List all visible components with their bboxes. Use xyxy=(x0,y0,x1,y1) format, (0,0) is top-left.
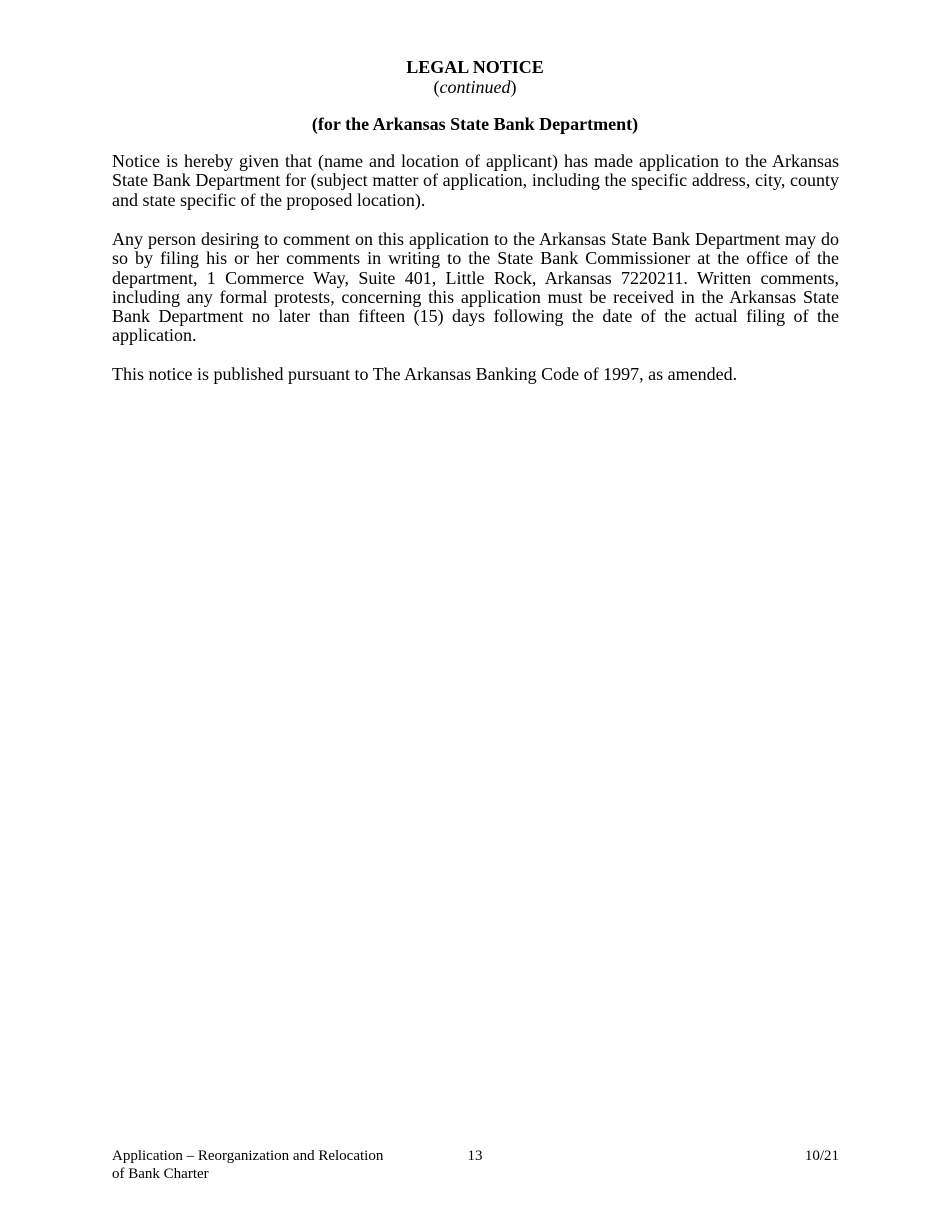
subtitle-paren-open: ( xyxy=(433,77,440,97)
notice-paragraph-authority: This notice is published pursuant to The Arkansas Banking Code of 1997, as amended. xyxy=(112,364,738,384)
footer-title-line-2: of Bank Charter xyxy=(112,1166,209,1182)
subtitle-paren-close: ) xyxy=(510,77,517,97)
notice-paragraph-application: Notice is hereby given that (name and location of applicant) has made application to the Arkansas State Bank Department for (subject matter of application, including the specific address, city, county and state specific of the proposed location). xyxy=(112,151,839,210)
continued-subtitle xyxy=(0,77,950,97)
page-title: LEGAL NOTICE xyxy=(406,57,544,77)
subtitle-continued-text: continued xyxy=(439,77,511,97)
footer-document-title xyxy=(112,1147,432,1183)
footer-page-number: 13 xyxy=(467,1148,483,1164)
notice-paragraph-comments: Any person desiring to comment on this application to the Arkansas State Bank Department may do so by filing his or her comments in writing to the State Bank Commissioner at the office of the department, 1 Commerce Way, Suite 401, Little Rock, Arkansas 7220211. Written comments, including any formal protests, concerning this application must be received in the Arkansas State Bank Department no later than fifteen (15) days following the date of the actual filing of the application. xyxy=(112,229,839,346)
footer-title-line-1: Application – Reorganization and Relocation xyxy=(112,1148,384,1164)
footer-revision-date: 10/21 xyxy=(804,1148,839,1164)
department-heading: (for the Arkansas State Bank Department) xyxy=(311,114,639,134)
